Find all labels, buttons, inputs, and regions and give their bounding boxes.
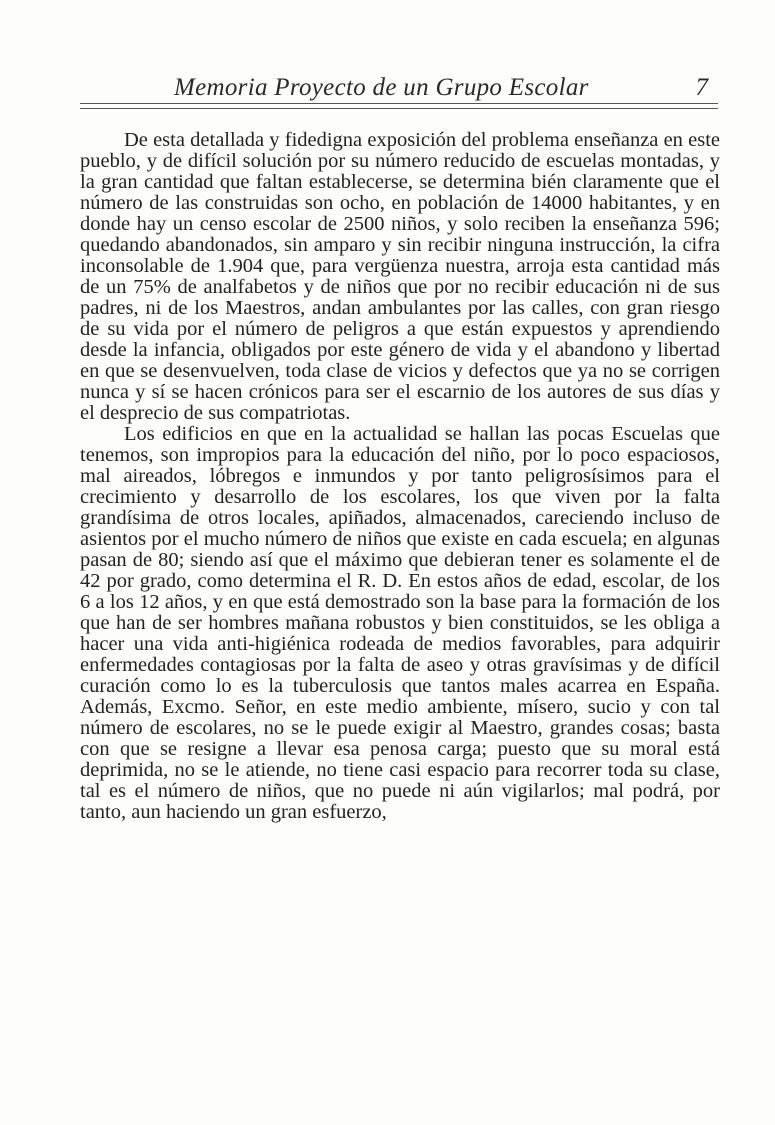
- page-number: 7: [695, 74, 708, 101]
- running-title: Memoria Proyecto de un Grupo Escolar: [174, 74, 589, 101]
- body-text: [80, 130, 720, 823]
- paragraph-2: Los edificios en que en la actualidad se hallan las pocas Escuelas que tenemos, son impropios para la educación del niño, por lo poco espaciosos, mal aireados, lóbregos e inmundos y por tanto peligrosísimos para el crecimiento y desarrollo de los escolares, los que viven por la falta grandísima de otros locales, apiñados, almacenados, careciendo incluso de asientos por el mucho número de niños que existe en cada escuela; en algunas pasan de 80; siendo así que el máximo que debieran tener es solamente el de 42 por grado, como determina el R. D. En estos años de edad, escolar, de los 6 a los 12 años, y en que está demostrado son la base para la formación de los que han de ser hombres mañana robustos y bien constituidos, se les obliga a hacer una vida anti-higiénica rodeada de medios favorables, para adquirir enfermedades contagiosas por la falta de aseo y otras gravísimas y de difícil curación como lo es la tuberculosis que tantos males acarrea en España. Además, Excmo. Señor, en este medio ambiente, mísero, sucio y con tal número de escolares, no se le puede exigir al Maestro, grandes cosas; basta con que se resigne a llevar esa penosa carga; puesto que su moral está deprimida, no se le atiende, no tiene casi espacio para recorrer toda su clase, tal es el número de niños, que no puede ni aún vigilarlos; mal podrá, por tanto, aun haciendo un gran esfuerzo,: [80, 423, 720, 823]
- header-rule-top: [80, 103, 718, 104]
- page-header: [80, 70, 718, 102]
- paragraph-1: De esta detallada y fidedigna exposición del problema enseñanza en este pueblo, y de difícil solución por su número reducido de escuelas montadas, y la gran cantidad que faltan establecerse, se determina bién claramente que el número de las construidas son ocho, en población de 14000 habitantes, y en donde hay un censo escolar de 2500 niños, y solo reciben la enseñanza 596; quedando abandonados, sin amparo y sin recibir ninguna instrucción, la cifra inconsolable de 1.904 que, para vergüenza nuestra, arroja esta cantidad más de un 75% de analfabetos y de niños que por no recibir educación ni de sus padres, ni de los Maestros, andan ambulantes por las calles, con gran riesgo de su vida por el número de peligros a que están expuestos y aprendiendo desde la infancia, obligados por este género de vida y el abandono y libertad en que se desenvuelven, toda clase de vicios y defectos que ya no se corrigen nunca y sí se hacen crónicos para ser el escarnio de los autores de sus días y el desprecio de sus compatriotas.: [80, 129, 720, 424]
- header-rule-bottom: [80, 108, 718, 109]
